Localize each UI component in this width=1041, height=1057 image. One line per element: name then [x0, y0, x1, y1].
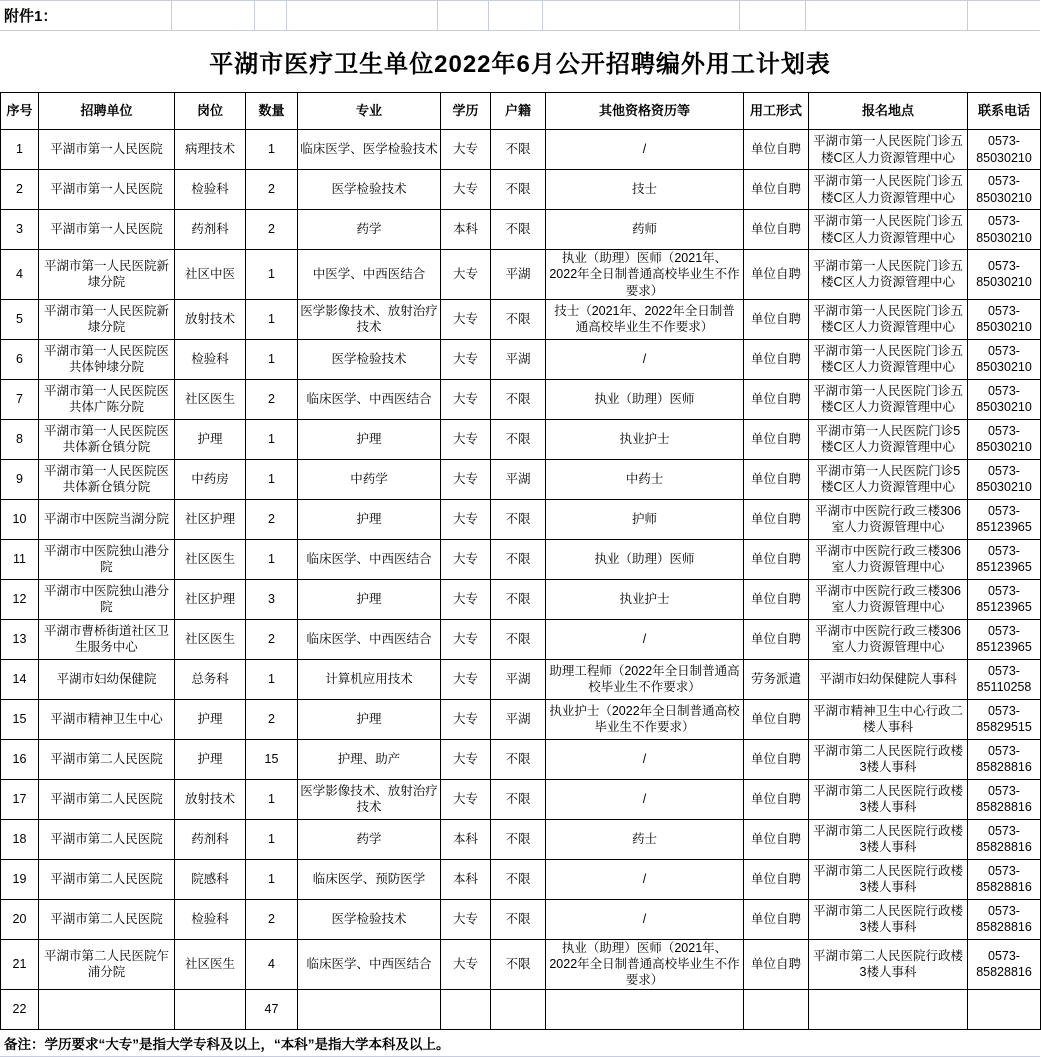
- cell-qualification: 执业（助理）医师: [546, 379, 744, 419]
- cell-unit: 平湖市第二人民医院: [39, 779, 175, 819]
- col-header-form: 用工形式: [744, 93, 809, 130]
- cell-edu: 大专: [441, 699, 491, 739]
- col-header-post: 岗位: [175, 93, 246, 130]
- cell-no: 10: [1, 499, 39, 539]
- cell-no: 18: [1, 819, 39, 859]
- cell-phone: 0573-85030210: [968, 170, 1041, 210]
- cell-post: 病理技术: [175, 130, 246, 170]
- cell-form: 单位自聘: [744, 859, 809, 899]
- recruitment-plan-table: [0, 92, 1041, 1030]
- table-row: [1, 699, 1041, 739]
- cell-qualification: 技士（2021年、2022年全日制普通高校毕业生不作要求）: [546, 299, 744, 339]
- cell-qualification: 药士: [546, 819, 744, 859]
- table-row: [1, 939, 1041, 989]
- cell-no: 9: [1, 459, 39, 499]
- cell-edu: 大专: [441, 899, 491, 939]
- table-row: [1, 859, 1041, 899]
- cell-form: 单位自聘: [744, 339, 809, 379]
- cell-no: 20: [1, 899, 39, 939]
- table-row: [1, 739, 1041, 779]
- table-row: [1, 210, 1041, 250]
- cell-post: 检验科: [175, 339, 246, 379]
- cell-qualification: 执业（助理）医师（2021年、2022年全日制普通高校毕业生不作要求）: [546, 939, 744, 989]
- cell-unit: 平湖市第二人民医院: [39, 859, 175, 899]
- cell-residence: 不限: [491, 939, 546, 989]
- cell-post: 社区护理: [175, 579, 246, 619]
- cell-residence: 不限: [491, 819, 546, 859]
- cell-form: 单位自聘: [744, 210, 809, 250]
- cell-qty: 47: [246, 989, 298, 1029]
- col-header-residence: 户籍: [491, 93, 546, 130]
- cell-qualification: /: [546, 339, 744, 379]
- cell-location: [809, 989, 968, 1029]
- table-row: [1, 659, 1041, 699]
- cell-unit: 平湖市妇幼保健院: [39, 659, 175, 699]
- cell-location: 平湖市第二人民医院行政楼3楼人事科: [809, 939, 968, 989]
- cell-location: 平湖市妇幼保健院人事科: [809, 659, 968, 699]
- table-row: [1, 539, 1041, 579]
- cell-residence: 不限: [491, 210, 546, 250]
- cell-major: 医学检验技术: [298, 899, 441, 939]
- cell-location: 平湖市中医院行政三楼306室人力资源管理中心: [809, 539, 968, 579]
- cell-no: 19: [1, 859, 39, 899]
- cell-major: 临床医学、预防医学: [298, 859, 441, 899]
- cell-form: 单位自聘: [744, 459, 809, 499]
- cell-form: 单位自聘: [744, 539, 809, 579]
- cell-qualification: 执业护士: [546, 419, 744, 459]
- cell-major: 临床医学、医学检验技术: [298, 130, 441, 170]
- cell-phone: 0573-85110258: [968, 659, 1041, 699]
- cell-major: 中药学: [298, 459, 441, 499]
- cell-phone: 0573-85030210: [968, 210, 1041, 250]
- cell-phone: 0573-85030210: [968, 379, 1041, 419]
- cell-no: 13: [1, 619, 39, 659]
- col-header-unit: 招聘单位: [39, 93, 175, 130]
- cell-qualification: 执业护士（2022年全日制普通高校毕业生不作要求）: [546, 699, 744, 739]
- cell-edu: 大专: [441, 579, 491, 619]
- grid-cell: [0, 1, 172, 30]
- cell-residence: [491, 989, 546, 1029]
- cell-major: 护理: [298, 419, 441, 459]
- cell-major: 药学: [298, 819, 441, 859]
- cell-phone: 0573-85828816: [968, 819, 1041, 859]
- cell-form: 劳务派遣: [744, 659, 809, 699]
- cell-qty: 2: [246, 379, 298, 419]
- cell-qualification: 执业（助理）医师: [546, 539, 744, 579]
- cell-post: 检验科: [175, 170, 246, 210]
- cell-post: 社区医生: [175, 379, 246, 419]
- cell-phone: 0573-85030210: [968, 299, 1041, 339]
- cell-major: 护理、助产: [298, 739, 441, 779]
- cell-location: 平湖市第一人民医院门诊五楼C区人力资源管理中心: [809, 210, 968, 250]
- cell-location: 平湖市第一人民医院门诊五楼C区人力资源管理中心: [809, 379, 968, 419]
- cell-form: 单位自聘: [744, 130, 809, 170]
- cell-qualification: 助理工程师（2022年全日制普通高校毕业生不作要求）: [546, 659, 744, 699]
- cell-form: 单位自聘: [744, 379, 809, 419]
- cell-residence: 平湖: [491, 250, 546, 300]
- cell-edu: 大专: [441, 419, 491, 459]
- footnote-text: 备注：学历要求“大专”是指大学专科及以上，“本科”是指大学本科及以上。: [4, 1036, 450, 1052]
- cell-location: 平湖市第一人民医院门诊5楼C区人力资源管理中心: [809, 459, 968, 499]
- page-title: 平湖市医疗卫生单位2022年6月公开招聘编外用工计划表: [209, 51, 831, 78]
- cell-no: 4: [1, 250, 39, 300]
- cell-location: 平湖市第一人民医院门诊五楼C区人力资源管理中心: [809, 299, 968, 339]
- cell-qty: 1: [246, 130, 298, 170]
- cell-form: [744, 989, 809, 1029]
- cell-location: 平湖市第一人民医院门诊五楼C区人力资源管理中心: [809, 250, 968, 300]
- cell-residence: 不限: [491, 579, 546, 619]
- cell-post: 社区医生: [175, 619, 246, 659]
- grid-cell: [806, 1, 968, 30]
- cell-unit: 平湖市第二人民医院乍浦分院: [39, 939, 175, 989]
- header-row: [1, 93, 1041, 130]
- cell-post: 检验科: [175, 899, 246, 939]
- col-header-qty: 数量: [246, 93, 298, 130]
- cell-no: 5: [1, 299, 39, 339]
- cell-phone: 0573-85030210: [968, 250, 1041, 300]
- cell-no: 21: [1, 939, 39, 989]
- cell-form: 单位自聘: [744, 939, 809, 989]
- cell-residence: 不限: [491, 619, 546, 659]
- cell-form: 单位自聘: [744, 579, 809, 619]
- cell-qualification: 技士: [546, 170, 744, 210]
- cell-qualification: /: [546, 899, 744, 939]
- cell-qualification: 药师: [546, 210, 744, 250]
- cell-location: 平湖市第一人民医院门诊五楼C区人力资源管理中心: [809, 130, 968, 170]
- cell-post: 社区护理: [175, 499, 246, 539]
- cell-form: 单位自聘: [744, 739, 809, 779]
- cell-residence: 不限: [491, 779, 546, 819]
- grid-cell: [740, 1, 806, 30]
- cell-location: 平湖市第二人民医院行政楼3楼人事科: [809, 899, 968, 939]
- cell-unit: [39, 989, 175, 1029]
- cell-major: 临床医学、中西医结合: [298, 379, 441, 419]
- cell-post: 中药房: [175, 459, 246, 499]
- cell-qualification: 中药士: [546, 459, 744, 499]
- cell-form: 单位自聘: [744, 619, 809, 659]
- cell-edu: 大专: [441, 539, 491, 579]
- cell-unit: 平湖市第一人民医院新埭分院: [39, 250, 175, 300]
- cell-qty: 4: [246, 939, 298, 989]
- cell-phone: 0573-85123965: [968, 619, 1041, 659]
- cell-major: 医学检验技术: [298, 170, 441, 210]
- cell-location: 平湖市第一人民医院门诊5楼C区人力资源管理中心: [809, 419, 968, 459]
- cell-no: 1: [1, 130, 39, 170]
- cell-phone: 0573-85829515: [968, 699, 1041, 739]
- cell-unit: 平湖市曹桥街道社区卫生服务中心: [39, 619, 175, 659]
- cell-residence: 平湖: [491, 699, 546, 739]
- cell-form: 单位自聘: [744, 699, 809, 739]
- cell-location: 平湖市第一人民医院门诊五楼C区人力资源管理中心: [809, 170, 968, 210]
- cell-qty: 1: [246, 779, 298, 819]
- cell-post: 护理: [175, 739, 246, 779]
- grid-cell: [489, 1, 543, 30]
- cell-qualification: 护师: [546, 499, 744, 539]
- grid-cell: [172, 1, 255, 30]
- table-row: [1, 130, 1041, 170]
- cell-qty: 2: [246, 499, 298, 539]
- cell-post: 社区医生: [175, 539, 246, 579]
- table-row: [1, 459, 1041, 499]
- cell-post: [175, 989, 246, 1029]
- cell-location: 平湖市第二人民医院行政楼3楼人事科: [809, 779, 968, 819]
- cell-edu: [441, 989, 491, 1029]
- cell-major: 医学影像技术、放射治疗技术: [298, 779, 441, 819]
- cell-location: 平湖市第二人民医院行政楼3楼人事科: [809, 819, 968, 859]
- cell-qty: 3: [246, 579, 298, 619]
- cell-qty: 2: [246, 170, 298, 210]
- table-row: [1, 619, 1041, 659]
- cell-no: 12: [1, 579, 39, 619]
- cell-phone: 0573-85828816: [968, 939, 1041, 989]
- cell-qty: 1: [246, 250, 298, 300]
- cell-major: 药学: [298, 210, 441, 250]
- col-header-qualification: 其他资格资历等: [546, 93, 744, 130]
- cell-residence: 不限: [491, 739, 546, 779]
- cell-edu: 大专: [441, 779, 491, 819]
- table-row: [1, 250, 1041, 300]
- cell-major: 临床医学、中西医结合: [298, 619, 441, 659]
- cell-phone: 0573-85123965: [968, 539, 1041, 579]
- cell-major: 中医学、中西医结合: [298, 250, 441, 300]
- attachment-label: 附件1：: [4, 8, 58, 25]
- cell-residence: 不限: [491, 539, 546, 579]
- cell-major: 临床医学、中西医结合: [298, 939, 441, 989]
- cell-unit: 平湖市精神卫生中心: [39, 699, 175, 739]
- grid-cell: [438, 1, 489, 30]
- cell-form: 单位自聘: [744, 299, 809, 339]
- cell-unit: 平湖市第一人民医院医共体广陈分院: [39, 379, 175, 419]
- col-header-location: 报名地点: [809, 93, 968, 130]
- cell-phone: 0573-85828816: [968, 859, 1041, 899]
- cell-unit: 平湖市第一人民医院: [39, 130, 175, 170]
- cell-residence: 不限: [491, 170, 546, 210]
- cell-phone: 0573-85828816: [968, 779, 1041, 819]
- cell-major: 护理: [298, 699, 441, 739]
- cell-post: 社区医生: [175, 939, 246, 989]
- cell-post: 药剂科: [175, 819, 246, 859]
- table-row: [1, 339, 1041, 379]
- cell-edu: 大专: [441, 739, 491, 779]
- cell-unit: 平湖市中医院独山港分院: [39, 579, 175, 619]
- cell-qty: 1: [246, 339, 298, 379]
- cell-form: 单位自聘: [744, 419, 809, 459]
- cell-phone: 0573-85030210: [968, 419, 1041, 459]
- cell-form: 单位自聘: [744, 170, 809, 210]
- cell-edu: 大专: [441, 170, 491, 210]
- cell-unit: 平湖市第二人民医院: [39, 739, 175, 779]
- cell-form: 单位自聘: [744, 899, 809, 939]
- cell-location: 平湖市中医院行政三楼306室人力资源管理中心: [809, 619, 968, 659]
- cell-unit: 平湖市第二人民医院: [39, 899, 175, 939]
- table-row: [1, 579, 1041, 619]
- cell-qualification: /: [546, 779, 744, 819]
- cell-major: 医学检验技术: [298, 339, 441, 379]
- cell-phone: 0573-85030210: [968, 459, 1041, 499]
- cell-no: 11: [1, 539, 39, 579]
- cell-residence: 不限: [491, 379, 546, 419]
- cell-edu: 大专: [441, 299, 491, 339]
- cell-no: 22: [1, 989, 39, 1029]
- cell-form: 单位自聘: [744, 819, 809, 859]
- cell-qty: 1: [246, 659, 298, 699]
- cell-qty: 1: [246, 459, 298, 499]
- cell-phone: 0573-85828816: [968, 739, 1041, 779]
- cell-no: 8: [1, 419, 39, 459]
- cell-qty: 1: [246, 419, 298, 459]
- cell-edu: 大专: [441, 619, 491, 659]
- cell-qty: 2: [246, 619, 298, 659]
- cell-major: 计算机应用技术: [298, 659, 441, 699]
- cell-edu: 本科: [441, 859, 491, 899]
- cell-unit: 平湖市第一人民医院医共体新仓镇分院: [39, 459, 175, 499]
- cell-phone: 0573-85123965: [968, 579, 1041, 619]
- title-row: [0, 31, 1040, 92]
- table-row: [1, 899, 1041, 939]
- col-header-edu: 学历: [441, 93, 491, 130]
- cell-edu: 大专: [441, 459, 491, 499]
- cell-residence: 不限: [491, 419, 546, 459]
- cell-edu: 大专: [441, 130, 491, 170]
- cell-no: 3: [1, 210, 39, 250]
- cell-qty: 1: [246, 539, 298, 579]
- cell-residence: 不限: [491, 899, 546, 939]
- cell-no: 16: [1, 739, 39, 779]
- cell-edu: 大专: [441, 379, 491, 419]
- cell-edu: 本科: [441, 210, 491, 250]
- cell-post: 放射技术: [175, 779, 246, 819]
- grid-cell: [255, 1, 287, 30]
- cell-phone: 0573-85030210: [968, 130, 1041, 170]
- cell-major: 临床医学、中西医结合: [298, 539, 441, 579]
- cell-major: [298, 989, 441, 1029]
- cell-major: 护理: [298, 579, 441, 619]
- cell-residence: 不限: [491, 299, 546, 339]
- cell-residence: 不限: [491, 130, 546, 170]
- cell-no: 6: [1, 339, 39, 379]
- cell-qualification: 执业（助理）医师（2021年、2022年全日制普通高校毕业生不作要求）: [546, 250, 744, 300]
- cell-no: 17: [1, 779, 39, 819]
- cell-qualification: /: [546, 859, 744, 899]
- cell-edu: 大专: [441, 659, 491, 699]
- cell-phone: 0573-85828816: [968, 899, 1041, 939]
- cell-form: 单位自聘: [744, 499, 809, 539]
- cell-phone: [968, 989, 1041, 1029]
- cell-edu: 大专: [441, 499, 491, 539]
- cell-qualification: /: [546, 739, 744, 779]
- cell-unit: 平湖市中医院当湖分院: [39, 499, 175, 539]
- cell-phone: 0573-85123965: [968, 499, 1041, 539]
- cell-location: 平湖市精神卫生中心行政二楼人事科: [809, 699, 968, 739]
- table-row: [1, 779, 1041, 819]
- cell-post: 院感科: [175, 859, 246, 899]
- cell-location: 平湖市第一人民医院门诊五楼C区人力资源管理中心: [809, 339, 968, 379]
- table-row: [1, 989, 1041, 1029]
- cell-qualification: /: [546, 130, 744, 170]
- col-header-no: 序号: [1, 93, 39, 130]
- cell-location: 平湖市中医院行政三楼306室人力资源管理中心: [809, 579, 968, 619]
- table-row: [1, 379, 1041, 419]
- col-header-phone: 联系电话: [968, 93, 1041, 130]
- cell-qualification: [546, 989, 744, 1029]
- cell-location: 平湖市中医院行政三楼306室人力资源管理中心: [809, 499, 968, 539]
- cell-location: 平湖市第二人民医院行政楼3楼人事科: [809, 859, 968, 899]
- cell-no: 15: [1, 699, 39, 739]
- cell-unit: 平湖市第一人民医院新埭分院: [39, 299, 175, 339]
- cell-unit: 平湖市第一人民医院医共体钟埭分院: [39, 339, 175, 379]
- cell-qualification: 执业护士: [546, 579, 744, 619]
- footnote-row: [0, 1030, 1040, 1057]
- cell-qty: 1: [246, 819, 298, 859]
- cell-post: 护理: [175, 699, 246, 739]
- cell-residence: 平湖: [491, 339, 546, 379]
- table-body: [1, 130, 1041, 1030]
- grid-cell: [968, 1, 1040, 30]
- cell-qty: 1: [246, 299, 298, 339]
- table-row: [1, 419, 1041, 459]
- cell-form: 单位自聘: [744, 779, 809, 819]
- cell-no: 14: [1, 659, 39, 699]
- col-header-major: 专业: [298, 93, 441, 130]
- grid-cell: [287, 1, 438, 30]
- cell-qty: 2: [246, 699, 298, 739]
- cell-phone: 0573-85030210: [968, 339, 1041, 379]
- cell-location: 平湖市第二人民医院行政楼3楼人事科: [809, 739, 968, 779]
- cell-residence: 不限: [491, 499, 546, 539]
- cell-no: 7: [1, 379, 39, 419]
- cell-qty: 15: [246, 739, 298, 779]
- table-row: [1, 299, 1041, 339]
- cell-form: 单位自聘: [744, 250, 809, 300]
- cell-unit: 平湖市第一人民医院医共体新仓镇分院: [39, 419, 175, 459]
- cell-residence: 不限: [491, 859, 546, 899]
- cell-qualification: /: [546, 619, 744, 659]
- cell-residence: 平湖: [491, 459, 546, 499]
- grid-cell: [543, 1, 740, 30]
- cell-major: 护理: [298, 499, 441, 539]
- cell-unit: 平湖市中医院独山港分院: [39, 539, 175, 579]
- table-row: [1, 499, 1041, 539]
- cell-qty: 2: [246, 899, 298, 939]
- table-row: [1, 170, 1041, 210]
- cell-edu: 大专: [441, 939, 491, 989]
- cell-edu: 大专: [441, 339, 491, 379]
- cell-qty: 1: [246, 859, 298, 899]
- cell-residence: 平湖: [491, 659, 546, 699]
- cell-qty: 2: [246, 210, 298, 250]
- cell-post: 放射技术: [175, 299, 246, 339]
- cell-no: 2: [1, 170, 39, 210]
- cell-unit: 平湖市第二人民医院: [39, 819, 175, 859]
- cell-post: 总务科: [175, 659, 246, 699]
- cell-post: 社区中医: [175, 250, 246, 300]
- cell-post: 护理: [175, 419, 246, 459]
- cell-post: 药剂科: [175, 210, 246, 250]
- cell-edu: 大专: [441, 250, 491, 300]
- cell-edu: 本科: [441, 819, 491, 859]
- cell-unit: 平湖市第一人民医院: [39, 210, 175, 250]
- table-row: [1, 819, 1041, 859]
- cell-unit: 平湖市第一人民医院: [39, 170, 175, 210]
- cell-major: 医学影像技术、放射治疗技术: [298, 299, 441, 339]
- spreadsheet-grid-strip: [0, 0, 1040, 31]
